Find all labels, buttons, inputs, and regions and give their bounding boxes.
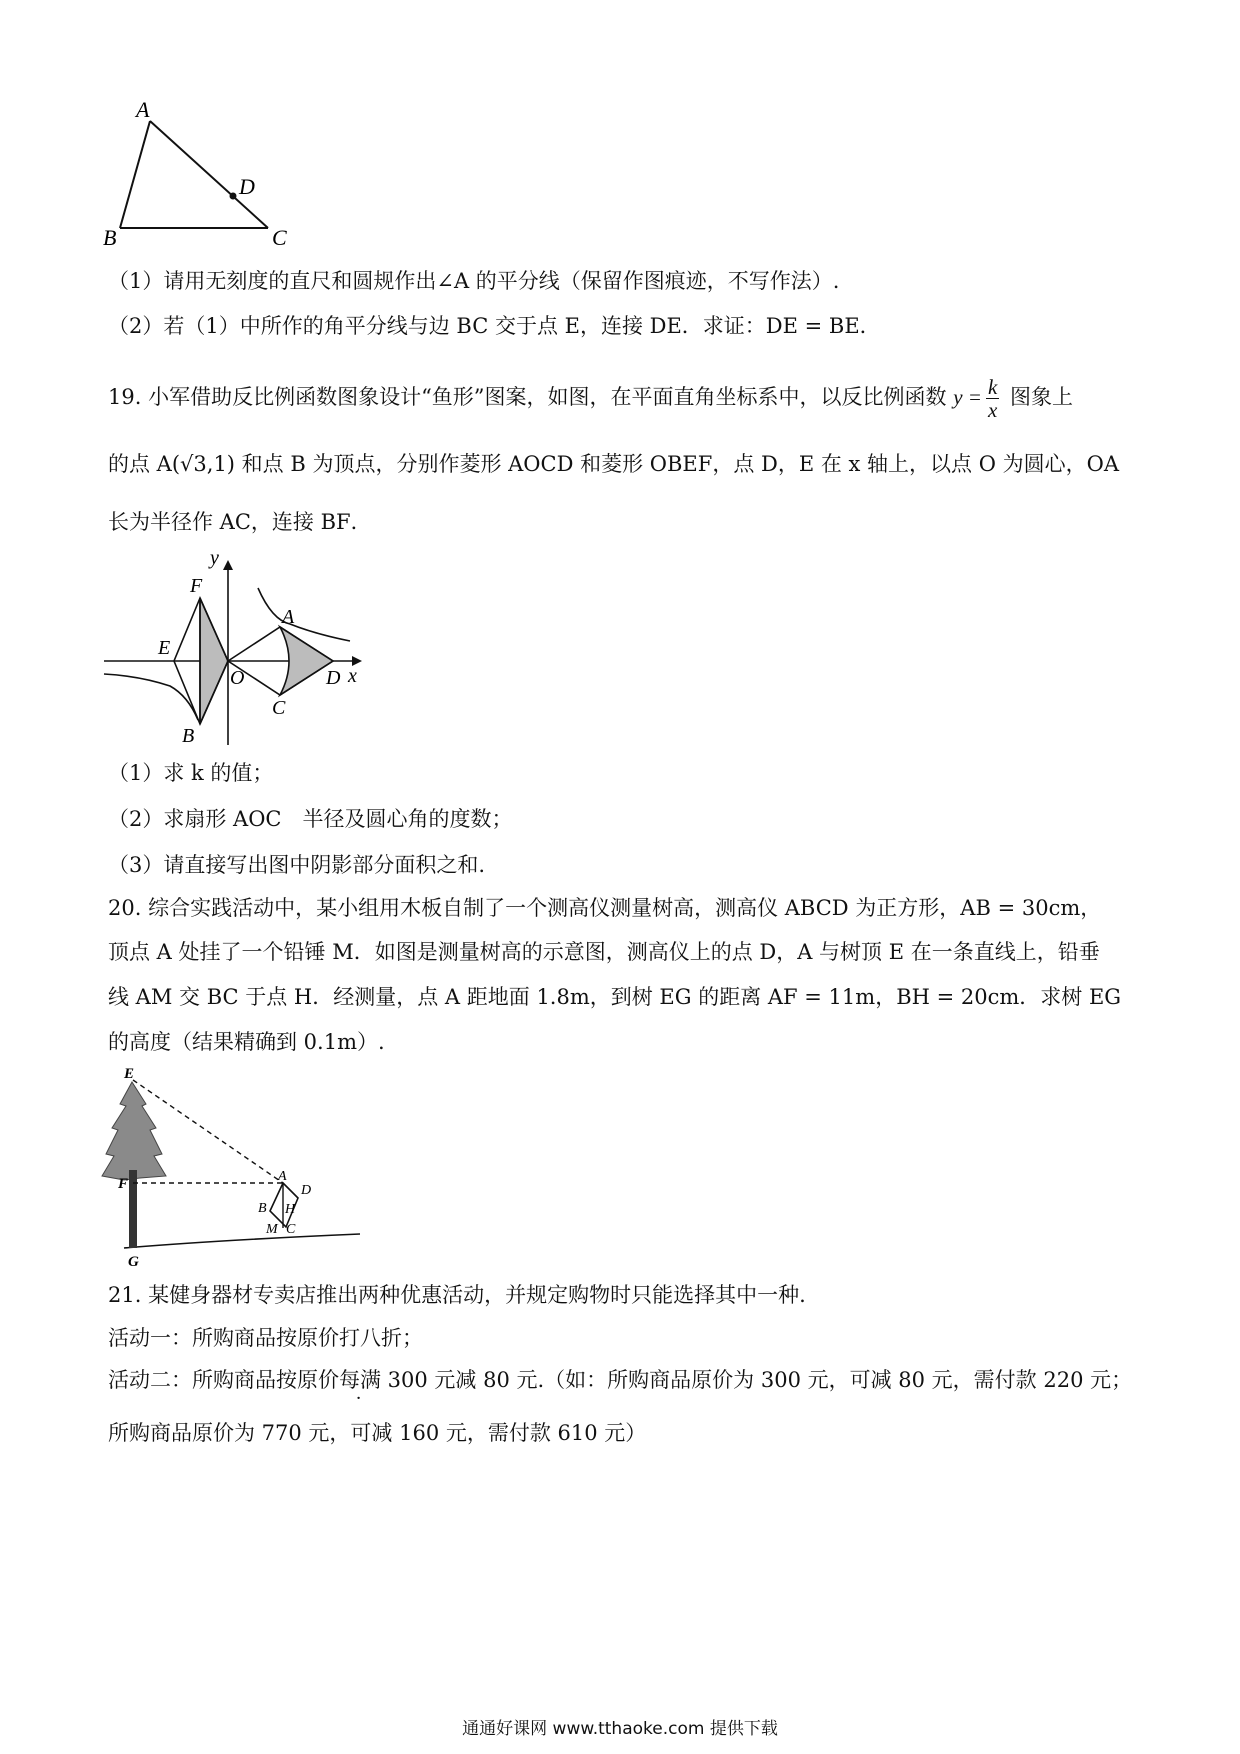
q19-fraction xyxy=(986,376,999,421)
label-c20: C xyxy=(286,1222,296,1237)
label-a: A xyxy=(136,97,150,122)
q21-emphasis: 每满 xyxy=(339,1368,381,1392)
side-ab xyxy=(120,121,150,228)
label-o: O xyxy=(230,667,245,689)
label-d20: D xyxy=(301,1183,312,1198)
q19-part2: （2）求扇形 AOC 半径及圆心角的度数； xyxy=(108,807,513,831)
fish-figure xyxy=(100,547,380,750)
q19-equation: y = xyxy=(953,385,982,409)
tree-trunk xyxy=(129,1170,137,1248)
hyperbola-branch-3 xyxy=(104,674,198,720)
label-h20: H xyxy=(285,1202,296,1217)
q18-part2: （2）若（1）中所作的角平分线与边 BC 交于点 E，连接 DE．求证：DE = BE． xyxy=(108,314,881,338)
label-b20: B xyxy=(258,1201,267,1216)
q21-line3 xyxy=(108,1365,1132,1395)
q20-line4: 的高度（结果精确到 0.1m）. xyxy=(108,1030,385,1054)
q19-part3: （3）请直接写出图中阴影部分面积之和. xyxy=(108,853,486,877)
label-a19: A xyxy=(282,606,295,628)
label-x: x xyxy=(348,665,357,687)
q19-line1 xyxy=(108,372,1073,422)
q21-line3-b: 300 元减 80 元.（如：所购商品原价为 300 元，可减 80 元，需付款 220 元； xyxy=(381,1368,1133,1392)
label-d19: D xyxy=(326,667,341,689)
shaded-left xyxy=(200,598,228,724)
label-e: E xyxy=(158,637,171,659)
q18-part1: （1）请用无刻度的直尺和圆规作出∠A 的平分线（保留作图痕迹，不写作法）. xyxy=(108,269,840,293)
q21-line1: 21. 某健身器材专卖店推出两种优惠活动，并规定购物时只能选择其中一种. xyxy=(108,1283,806,1307)
q19-line1-text: 19. 小军借助反比例函数图象设计“鱼形”图案，如图，在平面直角坐标系中，以反比例函数 xyxy=(108,385,947,409)
q19-part1: （1）求 k 的值； xyxy=(108,761,274,785)
label-a20: A xyxy=(278,1169,287,1184)
triangle-figure xyxy=(100,95,340,280)
label-f20: F xyxy=(118,1176,129,1192)
q20-line3: 线 AM 交 BC 于点 H．经测量，点 A 距地面 1.8m，到树 EG 的距离 AF = 11m，BH = 20cm．求树 EG xyxy=(108,985,1122,1009)
q20-line2: 顶点 A 处挂了一个铅锤 M．如图是测量树高的示意图，测高仪上的点 D，A 与树顶 E 在一条直线上，铅垂 xyxy=(108,940,1100,964)
label-c: C xyxy=(272,225,287,250)
label-b: B xyxy=(103,225,117,250)
label-f: F xyxy=(190,575,203,597)
label-m20: M xyxy=(266,1222,278,1237)
point-d xyxy=(230,193,237,200)
y-axis-arrow xyxy=(223,560,233,570)
q19-line2: 的点 A(√3,1) 和点 B 为顶点，分别作菱形 AOCD 和菱形 OBEF，点 D，E 在 x 轴上，以点 O 为圆心，OA xyxy=(108,452,1119,476)
ground-line xyxy=(124,1234,360,1248)
frac-numerator: k xyxy=(987,375,998,399)
label-e20: E xyxy=(124,1066,135,1082)
q21-line4: 所购商品原价为 770 元，可减 160 元，需付款 610 元） xyxy=(108,1421,647,1445)
frac-denominator: x xyxy=(987,398,998,422)
q19-line3: 长为半径作 AC，连接 BF． xyxy=(108,510,372,534)
page-footer: 通通好课网 www.tthaoke.com 提供下载 xyxy=(462,1719,778,1739)
label-d: D xyxy=(239,174,255,199)
q19-line1-end: 图象上 xyxy=(1010,385,1073,409)
q20-line1: 20. 综合实践活动中，某小组用木板自制了一个测高仪测量树高，测高仪 ABCD 为正方形，AB = 30cm， xyxy=(108,896,1102,920)
label-g20: G xyxy=(128,1254,139,1270)
label-b19: B xyxy=(182,725,195,747)
q21-line3-a: 活动二：所购商品按原价 xyxy=(108,1368,339,1392)
tree-figure xyxy=(100,1066,380,1270)
label-c19: C xyxy=(272,697,286,719)
label-y: y xyxy=(210,547,219,569)
q21-line2: 活动一：所购商品按原价打八折； xyxy=(108,1326,423,1350)
